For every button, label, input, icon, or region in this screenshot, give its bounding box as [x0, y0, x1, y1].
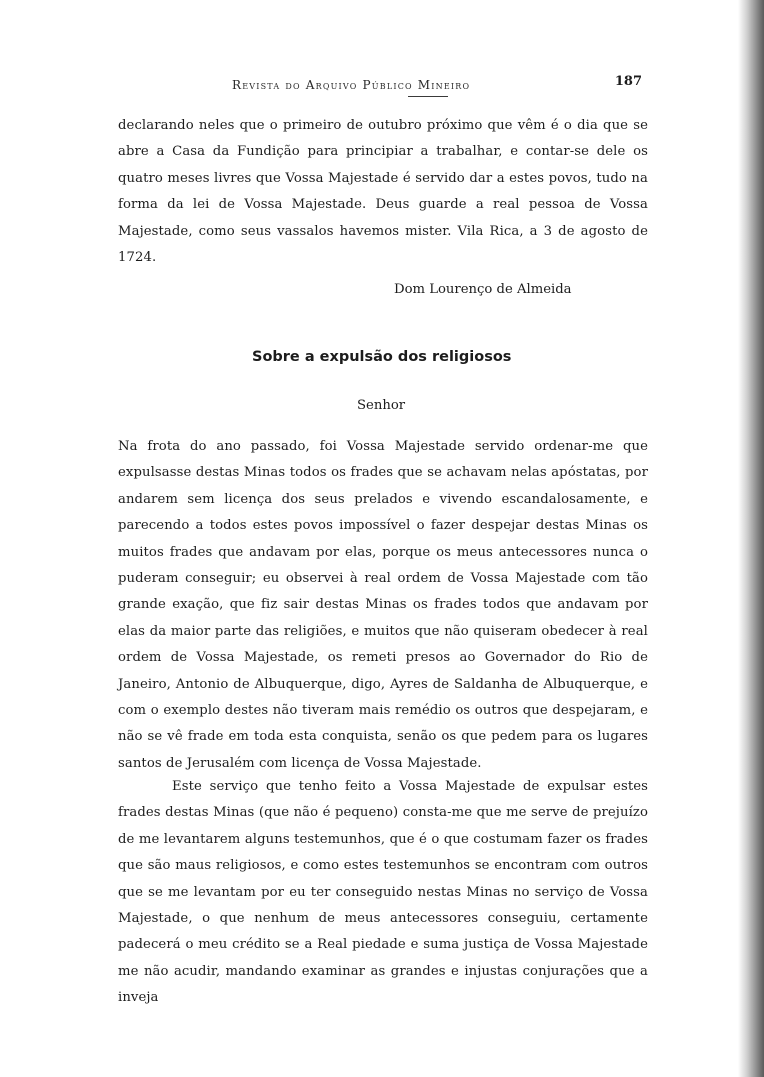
- section-title: Sobre a expulsão dos religiosos: [252, 349, 512, 365]
- page-edge-shadow: [738, 0, 764, 1077]
- body-paragraph-1: Na frota do ano passado, foi Vossa Majestade servido ordenar-me que expulsasse destas Minas todos os frades que se achavam nelas apóstatas, por andarem sem licença dos seus prelados e vivendo escandalosamente, e parecendo a todos estes povos impossível o fazer despejar destas Minas os muitos frades que andavam por elas, porque os meus antecessores nunca o puderam conseguir; eu observei à real ordem de Vossa Majestade com tão grande exação, que fiz sair destas Minas os frades todos que andavam por elas da maior parte das religiões, e muitos que não quiseram obedecer à real ordem de Vossa Majestade, os remeti presos ao Governador do Rio de Janeiro, Antonio de Albuquerque, digo, Ayres de Saldanha de Albuquerque, e com o exemplo destes não tiveram mais remédio os outros que despejaram, e não se vê frade em toda esta conquista, senão os que pedem para os lugares santos de Jerusalém com licença de Vossa Majestade.: [118, 439, 648, 771]
- running-head: Revista do Arquivo Público Mineiro: [232, 78, 471, 92]
- body-paragraph-2: Este serviço que tenho feito a Vossa Majestade de expulsar estes frades destas Minas (que não é pequeno) consta-me que me serve de prejuízo de me levantarem alguns testemunhos, que é o que costumam fazer os frades que são maus religiosos, e como estes testemunhos se encontram com outros que se me levantam por eu ter conseguido nestas Minas no serviço de Vossa Majestade, o que nenhum de meus antecessores conseguiu, certamente padecerá o meu crédito se a Real piedade e suma justiça de Vossa Majestade me não acudir, mandando examinar as grandes e injustas conjurações que a inveja: [118, 779, 648, 1006]
- letter-closing-paragraph: declarando neles que o primeiro de outubro próximo que vêm é o dia que se abre a Casa da Fundição para principiar a trabalhar, e contar-se dele os quatro meses livres que Vossa Majestade é servido dar a estes povos, tudo na forma da lei de Vossa Majestade. Deus guarde a real pessoa de Vossa Majestade, como seus vassalos havemos mister. Vila Rica, a 3 de agosto de 1724.: [118, 118, 648, 266]
- salutation: Senhor: [357, 398, 406, 413]
- header-rule: [408, 96, 448, 97]
- page-number: 187: [614, 74, 642, 89]
- page-header: [232, 74, 642, 96]
- signature: Dom Lourenço de Almeida: [394, 282, 572, 297]
